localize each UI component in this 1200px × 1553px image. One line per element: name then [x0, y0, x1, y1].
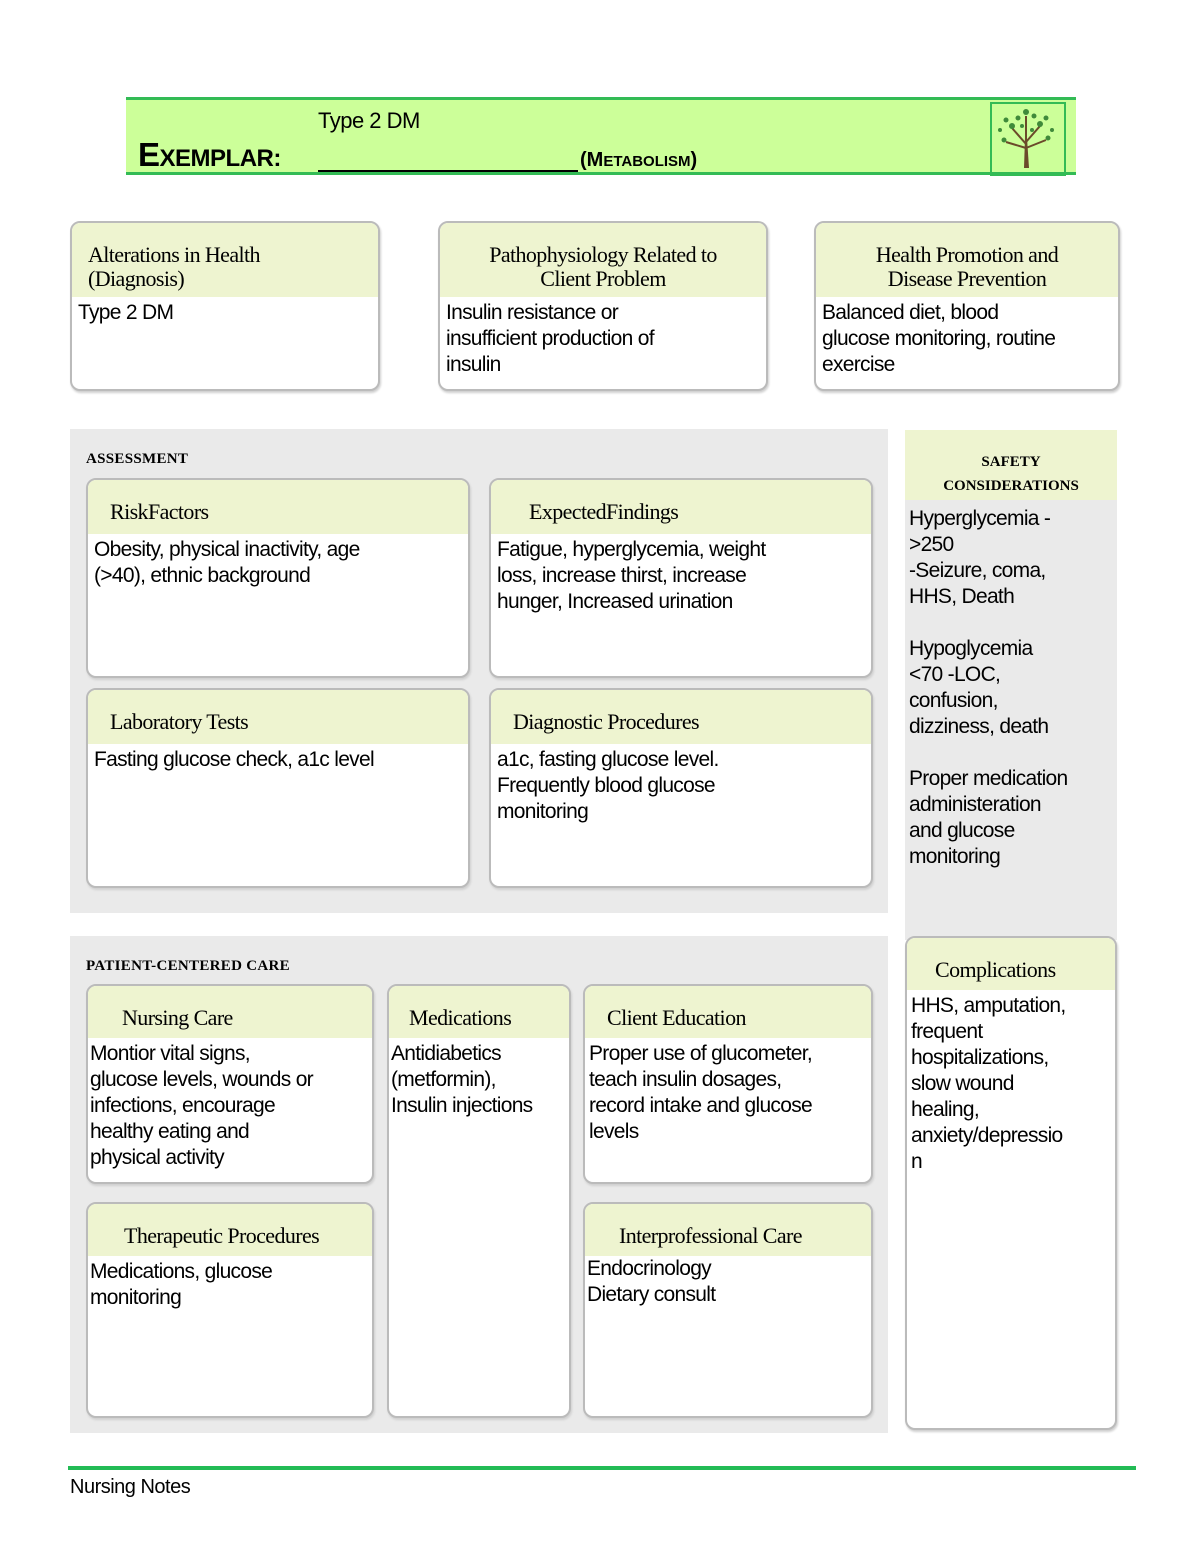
card-body: Fasting glucose check, a1c level	[94, 748, 374, 771]
card-body: Montior vital signs, glucose levels, wounds or infections, encourage healthy eating and physical activity	[90, 1042, 313, 1169]
card-body: Obesity, physical inactivity, age (>40), ethnic background	[94, 538, 360, 587]
assessment-title: ASSESSMENT	[86, 451, 189, 467]
card-body: Antidiabetics (metformin), Insulin injections	[391, 1042, 533, 1117]
card-body: a1c, fasting glucose level. Frequently blood glucose monitoring	[497, 748, 719, 823]
nursing-care-card	[86, 984, 374, 1184]
exemplar-underline	[318, 170, 578, 172]
footer-divider	[68, 1466, 1136, 1470]
card-title: ExpectedFindings	[491, 480, 871, 534]
card-title: RiskFactors	[88, 480, 468, 534]
card-title: Therapeutic Procedures	[88, 1204, 372, 1256]
card-body: Insulin resistance or insufficient production of insulin	[446, 301, 654, 376]
card-body: Proper use of glucometer, teach insulin dosages, record intake and glucose levels	[589, 1042, 812, 1143]
card-body: Medications, glucose monitoring	[90, 1260, 273, 1309]
diagnostic-procedures-card	[489, 688, 873, 888]
safety-title: SAFETY CONSIDERATIONS	[905, 430, 1117, 500]
card-title: Laboratory Tests	[88, 690, 468, 744]
exemplar-label: EXEMPLAR:	[138, 136, 281, 173]
card-title: Diagnostic Procedures	[491, 690, 871, 744]
card-title: Nursing Care	[88, 986, 372, 1038]
card-title: Pathophysiology Related to Client Problem	[489, 242, 717, 291]
safety-body: Hyperglycemia - >250 -Seizure, coma, HHS, Death Hypoglycemia <70 -LOC, confusion, dizziness, death Proper medication administeration and glucose monitoring	[909, 507, 1068, 868]
expected-findings-card	[489, 478, 873, 678]
health-promotion-card	[814, 221, 1120, 391]
card-title: Health Promotion and Disease Prevention	[875, 242, 1059, 291]
exemplar-header	[126, 97, 1076, 175]
risk-factors-card	[86, 478, 470, 678]
safety-considerations-panel	[905, 430, 1117, 940]
card-body: Type 2 DM	[78, 301, 174, 324]
patient-centered-care-title: PATIENT-CENTERED CARE	[86, 958, 290, 974]
medications-card	[387, 984, 571, 1418]
card-title: Interprofessional Care	[585, 1204, 871, 1256]
card-title: Client Education	[585, 986, 871, 1038]
exemplar-category: (METABOLISM)	[580, 149, 698, 171]
therapeutic-procedures-card	[86, 1202, 374, 1418]
nursing-notes-label: Nursing Notes	[70, 1476, 191, 1498]
card-title: Alterations in Health (Diagnosis)	[88, 242, 260, 291]
pathophysiology-card	[438, 221, 768, 391]
card-body: Fatigue, hyperglycemia, weight loss, increase thirst, increase hunger, Increased urination	[497, 538, 766, 613]
interprofessional-care-card	[583, 1202, 873, 1418]
card-title: Medications	[389, 986, 569, 1038]
card-body: Balanced diet, blood glucose monitoring, routine exercise	[822, 301, 1056, 376]
exemplar-topic: Type 2 DM	[318, 108, 420, 133]
diagnosis-card	[70, 221, 380, 391]
card-body: Endocrinology Dietary consult	[587, 1257, 716, 1306]
card-body: HHS, amputation, frequent hospitalizations, slow wound healing, anxiety/depressio n	[911, 994, 1066, 1173]
complications-card	[905, 936, 1117, 1430]
laboratory-tests-card	[86, 688, 470, 888]
tree-icon	[990, 102, 1066, 176]
client-education-card	[583, 984, 873, 1184]
card-title: Complications	[907, 938, 1115, 990]
